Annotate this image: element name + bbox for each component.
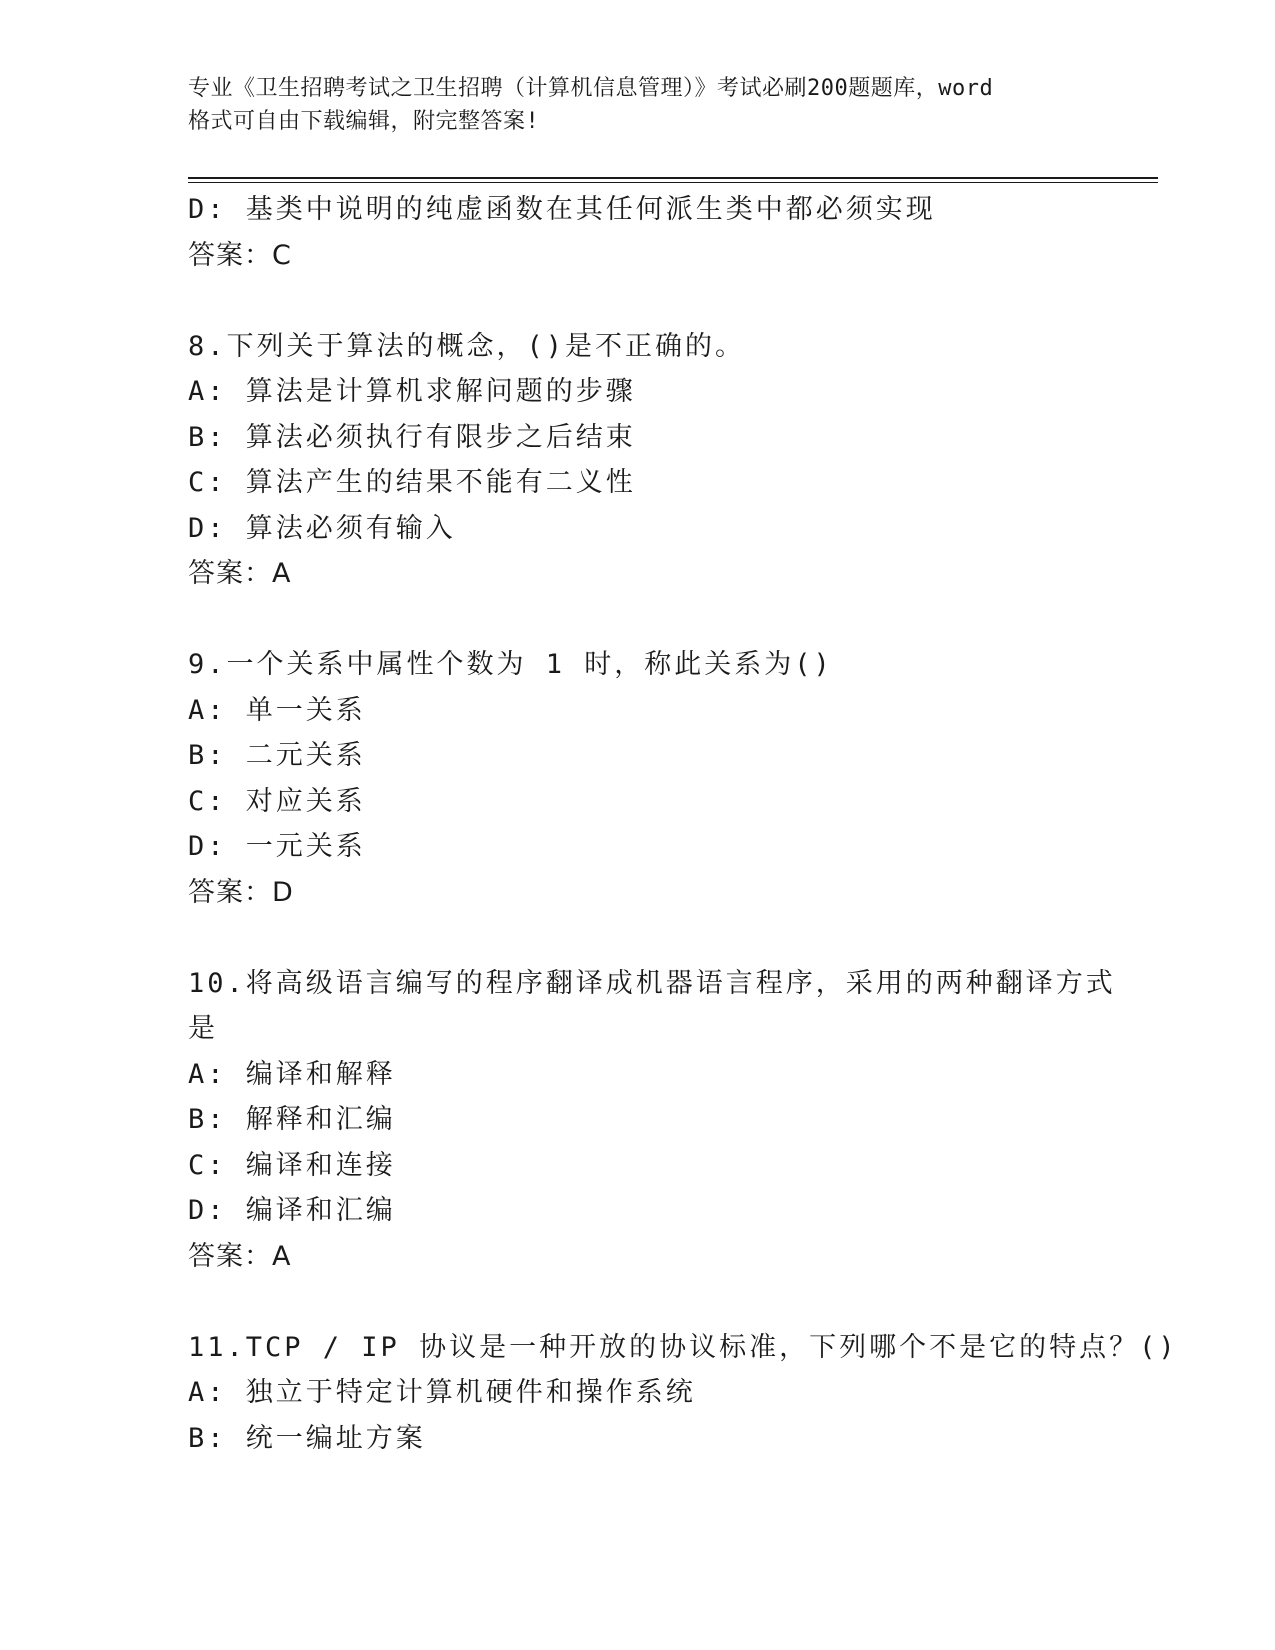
option-d: D: 一元关系 <box>188 831 366 862</box>
option-b: B: 解释和汇编 <box>188 1104 396 1135</box>
header-divider-thin <box>188 182 1158 183</box>
question-stem: 9.一个关系中属性个数为 1 时，称此关系为() <box>188 649 833 680</box>
question-10 <box>188 961 1116 1280</box>
spacer <box>188 1279 1088 1325</box>
option-b: B: 二元关系 <box>188 740 366 771</box>
question-stem-line-2: 是 <box>188 1013 218 1044</box>
header-title-line-2: 格式可自由下载编辑，附完整答案! <box>188 109 540 134</box>
option-b: B: 统一编址方案 <box>188 1422 426 1454</box>
answer-line: 答案：D <box>188 876 294 908</box>
question-stem-line-1: 10.将高级语言编写的程序翻译成机器语言程序，采用的两种翻译方式 <box>188 967 1116 999</box>
question-9 <box>188 642 1088 915</box>
option-c: C: 编译和连接 <box>188 1149 396 1181</box>
answer-line: 答案：C <box>188 239 292 271</box>
option-d: D: 编译和汇编 <box>188 1195 396 1226</box>
question-8 <box>188 324 1088 597</box>
answer-line: 答案：A <box>188 558 292 589</box>
option-a: A: 编译和解释 <box>188 1058 396 1090</box>
option-a: A: 单一关系 <box>188 694 366 726</box>
option-a: A: 独立于特定计算机硬件和操作系统 <box>188 1377 696 1408</box>
option-d: D: 算法必须有输入 <box>188 512 456 544</box>
option-b: B: 算法必须执行有限步之后结束 <box>188 421 636 453</box>
header-title-line-1: 专业《卫生招聘考试之卫生招聘（计算机信息管理）》考试必刷200题题库，word <box>188 76 994 101</box>
document-header <box>188 72 1088 138</box>
question-11 <box>188 1325 1178 1462</box>
spacer <box>188 597 1088 643</box>
question-stem: 11.TCP / IP 协议是一种开放的协议标准，下列哪个不是它的特点？() <box>188 1331 1178 1363</box>
option-c: C: 对应关系 <box>188 785 366 817</box>
option-a: A: 算法是计算机求解问题的步骤 <box>188 376 636 407</box>
header-divider-thick <box>188 177 1158 179</box>
spacer <box>188 278 1088 324</box>
option-c: C: 算法产生的结果不能有二义性 <box>188 467 636 498</box>
question-stem: 8.下列关于算法的概念，()是不正确的。 <box>188 330 746 362</box>
spacer <box>188 915 1088 961</box>
question-list <box>188 187 1178 1461</box>
option-d: D: 基类中说明的纯虚函数在其任何派生类中都必须实现 <box>188 194 936 225</box>
answer-line: 答案：A <box>188 1240 292 1272</box>
